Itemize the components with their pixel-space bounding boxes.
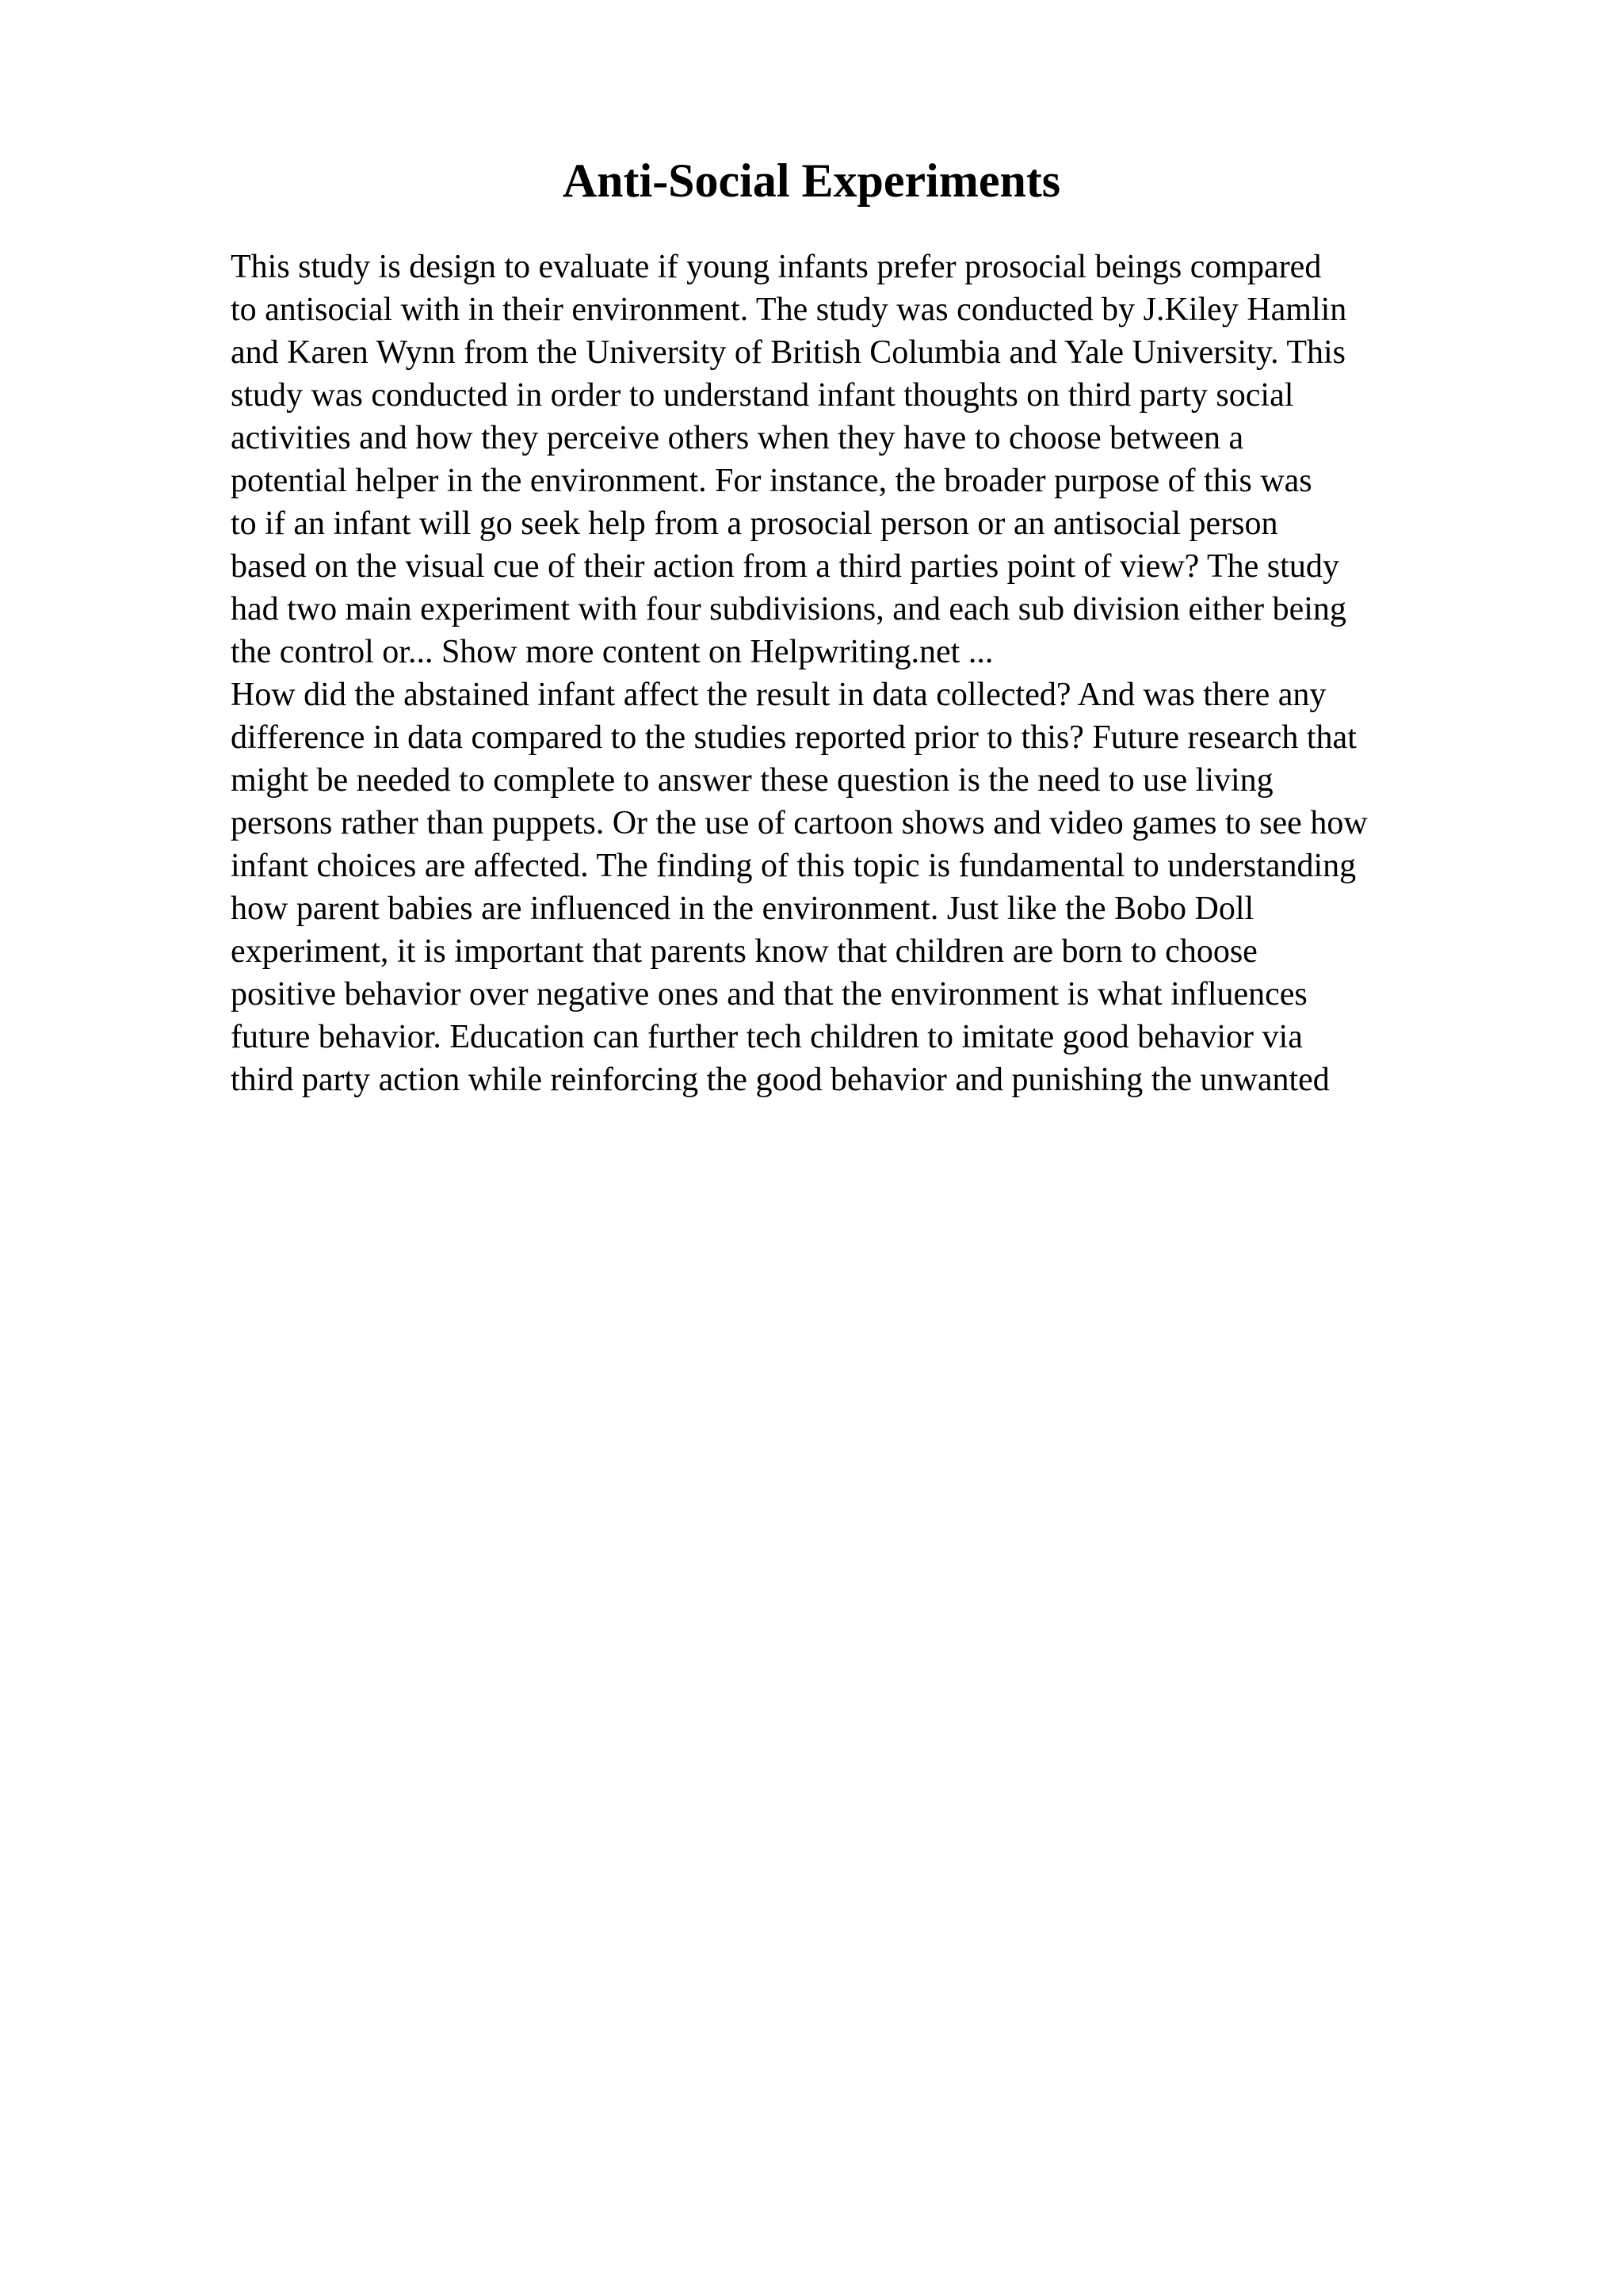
body-line: had two main experiment with four subdivisions, and each sub division either being xyxy=(231,591,1346,627)
body-line: positive behavior over negative ones and that the environment is what influences xyxy=(231,976,1308,1013)
body-line: and Karen Wynn from the University of British Columbia and Yale University. This xyxy=(231,334,1346,371)
body-line: how parent babies are influenced in the environment. Just like the Bobo Doll xyxy=(231,891,1254,927)
body-line: third party action while reinforcing the good behavior and punishing the unwanted xyxy=(231,1062,1330,1098)
body-line: experiment, it is important that parents know that children are born to choose xyxy=(231,933,1258,970)
body-line: based on the visual cue of their action from a third parties point of view? The study xyxy=(231,548,1339,585)
body-line: to antisocial with in their environment. The study was conducted by J.Kiley Hamlin xyxy=(231,292,1347,328)
body-line: This study is design to evaluate if young infants prefer prosocial beings compared xyxy=(231,249,1322,285)
document-title: Anti-Social Experiments xyxy=(562,154,1061,207)
body-line: difference in data compared to the studies reported prior to this? Future research that xyxy=(231,719,1357,756)
body-line: infant choices are affected. The finding of this topic is fundamental to understanding xyxy=(231,848,1357,884)
body-line: persons rather than puppets. Or the use of cartoon shows and video games to see how xyxy=(231,805,1368,841)
body-line: activities and how they perceive others when they have to choose between a xyxy=(231,420,1244,456)
body-line: future behavior. Education can further tech children to imitate good behavior via xyxy=(231,1019,1303,1055)
body-line: the control or... Show more content on Helpwriting.net ... xyxy=(231,634,994,670)
body-line: to if an infant will go seek help from a prosocial person or an antisocial person xyxy=(231,505,1278,542)
body-line: How did the abstained infant affect the result in data collected? And was there any xyxy=(231,677,1327,713)
body-line: study was conducted in order to understand infant thoughts on third party social xyxy=(231,377,1294,414)
document-body xyxy=(231,246,1530,1101)
body-line: potential helper in the environment. For instance, the broader purpose of this was xyxy=(231,463,1312,499)
body-line: might be needed to complete to answer these question is the need to use living xyxy=(231,762,1274,799)
